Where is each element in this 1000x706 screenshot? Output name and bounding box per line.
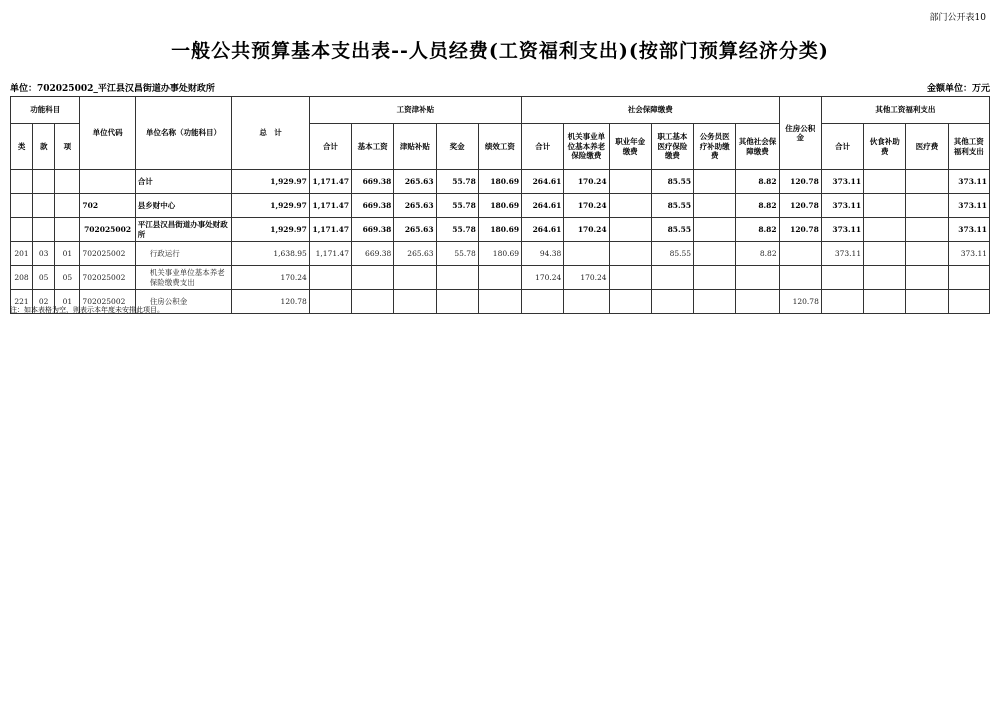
header-social-total: 合计 [522,124,564,170]
cell-other-total [821,290,863,314]
cell-other-total: 373.11 [821,194,863,218]
cell-salary-performance: 180.69 [478,242,521,266]
header-other-welfare: 其他工资福利支出 [948,124,989,170]
cell-social-pension: 170.24 [564,218,609,242]
cell-social-annuity [609,170,651,194]
cell-social-total: 264.61 [522,170,564,194]
table-row-department [11,194,990,218]
cell-social-civil-medical [694,242,736,266]
cell-other-welfare [948,266,989,290]
cell-social-annuity [609,194,651,218]
cell-salary-total: 1,171.47 [309,170,351,194]
header-salary-total: 合计 [309,124,351,170]
cell-salary-basic: 669.38 [352,242,394,266]
cell-salary-performance [478,266,521,290]
cell-social-medical: 85.55 [651,218,693,242]
table-row [11,266,990,290]
cell-total: 120.78 [232,290,309,314]
budget-table [10,96,990,314]
cell-other-meal [864,290,906,314]
cell-total: 1,638.95 [232,242,309,266]
cell-salary-performance [478,290,521,314]
cell-lei [11,218,33,242]
cell-social-pension: 170.24 [564,194,609,218]
cell-total: 1,929.97 [232,170,309,194]
cell-other-welfare: 373.11 [948,242,989,266]
cell-other-welfare: 373.11 [948,194,989,218]
cell-other-medical [906,266,948,290]
cell-xiang [55,170,80,194]
cell-housing [779,266,821,290]
header-lei: 类 [11,124,33,170]
cell-social-other [736,266,779,290]
cell-social-medical [651,290,693,314]
cell-other-meal [864,242,906,266]
cell-social-civil-medical [694,194,736,218]
cell-social-total [522,290,564,314]
cell-salary-allowance [394,290,436,314]
cell-kuan: 03 [33,242,55,266]
cell-other-total: 373.11 [821,218,863,242]
cell-social-total: 264.61 [522,194,564,218]
cell-salary-allowance: 265.63 [394,194,436,218]
cell-social-other [736,290,779,314]
cell-total: 1,929.97 [232,194,309,218]
cell-xiang [55,218,80,242]
cell-housing: 120.78 [779,218,821,242]
cell-social-civil-medical [694,170,736,194]
header-unit-name: 单位名称（功能科目） [135,97,232,170]
cell-lei [11,170,33,194]
header-social-civil-medical: 公务员医疗补助缴费 [694,124,736,170]
cell-social-total: 170.24 [522,266,564,290]
cell-salary-total: 1,171.47 [309,242,351,266]
cell-other-medical [906,170,948,194]
header-unit-code: 单位代码 [80,97,135,170]
cell-code: 702025002 [80,290,135,314]
cell-code: 702025002 [80,266,135,290]
cell-social-civil-medical [694,218,736,242]
header-other-total: 合计 [821,124,863,170]
cell-housing: 120.78 [779,290,821,314]
cell-social-annuity [609,266,651,290]
cell-xiang: 01 [55,290,80,314]
cell-salary-bonus: 55.78 [436,170,478,194]
cell-social-pension: 170.24 [564,170,609,194]
header-salary-performance: 绩效工资 [478,124,521,170]
cell-salary-total: 1,171.47 [309,194,351,218]
cell-social-annuity [609,290,651,314]
cell-social-annuity [609,242,651,266]
table-row [11,242,990,266]
header-social-medical: 职工基本医疗保险缴费 [651,124,693,170]
cell-kuan [33,170,55,194]
page-tag: 部门公开表10 [929,13,986,23]
cell-salary-basic: 669.38 [352,218,394,242]
header-salary-group: 工资津补贴 [309,97,521,124]
cell-other-meal [864,194,906,218]
table-row-unit [11,218,990,242]
header-kuan: 款 [33,124,55,170]
page-title: 一般公共预算基本支出表--人员经费(工资福利支出)(按部门预算经济分类) [171,40,829,62]
cell-other-meal [864,218,906,242]
cell-kuan: 05 [33,266,55,290]
table-row-total [11,170,990,194]
header-salary-bonus: 奖金 [436,124,478,170]
cell-code [80,170,135,194]
cell-kuan: 02 [33,290,55,314]
cell-salary-allowance: 265.63 [394,218,436,242]
cell-social-civil-medical [694,266,736,290]
cell-other-medical [906,218,948,242]
cell-other-total [821,266,863,290]
cell-name: 平江县汉昌街道办事处财政所 [135,218,232,242]
cell-social-annuity [609,218,651,242]
header-total: 总 计 [232,97,309,170]
cell-name: 县乡财中心 [135,194,232,218]
cell-other-total: 373.11 [821,242,863,266]
header-xiang: 项 [55,124,80,170]
cell-salary-basic [352,266,394,290]
header-social-group: 社会保障缴费 [522,97,780,124]
cell-salary-bonus: 55.78 [436,242,478,266]
cell-salary-bonus: 55.78 [436,194,478,218]
cell-xiang [55,194,80,218]
cell-other-medical [906,290,948,314]
header-social-other: 其他社会保障缴费 [736,124,779,170]
cell-other-meal [864,170,906,194]
cell-social-total: 264.61 [522,218,564,242]
header-other-meal: 伙食补助费 [864,124,906,170]
header-housing: 住房公积金 [779,97,821,170]
cell-salary-performance: 180.69 [478,194,521,218]
cell-social-medical [651,266,693,290]
header-salary-allowance: 津贴补贴 [394,124,436,170]
cell-total: 170.24 [232,266,309,290]
cell-other-welfare: 373.11 [948,170,989,194]
cell-total: 1,929.97 [232,218,309,242]
cell-salary-performance: 180.69 [478,218,521,242]
cell-code: 702025002 [80,218,135,242]
header-other-group: 其他工资福利支出 [821,97,989,124]
cell-xiang: 05 [55,266,80,290]
header-social-annuity: 职业年金缴费 [609,124,651,170]
header-social-pension: 机关事业单位基本养老保险缴费 [564,124,609,170]
cell-kuan [33,218,55,242]
cell-name: 机关事业单位基本养老保险缴费支出 [135,266,232,290]
cell-salary-allowance: 265.63 [394,170,436,194]
cell-salary-bonus: 55.78 [436,218,478,242]
cell-lei: 221 [11,290,33,314]
cell-social-total: 94.38 [522,242,564,266]
cell-social-civil-medical [694,290,736,314]
cell-code: 702025002 [80,242,135,266]
header-func-subject: 功能科目 [11,97,80,124]
cell-social-medical: 85.55 [651,242,693,266]
cell-salary-bonus [436,290,478,314]
cell-lei: 208 [11,266,33,290]
cell-other-welfare [948,290,989,314]
cell-salary-basic: 669.38 [352,170,394,194]
cell-other-meal [864,266,906,290]
cell-lei: 201 [11,242,33,266]
cell-social-other: 8.82 [736,170,779,194]
cell-name: 行政运行 [135,242,232,266]
cell-salary-performance: 180.69 [478,170,521,194]
money-unit-label: 金额单位：万元 [926,84,990,94]
cell-name: 住房公积金 [135,290,232,314]
table-note: 注：如本表格为空，则表示本年度未安排此项目。 [10,306,164,314]
cell-social-other: 8.82 [736,194,779,218]
cell-social-other: 8.82 [736,242,779,266]
cell-other-medical [906,194,948,218]
cell-kuan [33,194,55,218]
cell-name: 合计 [135,170,232,194]
header-salary-basic: 基本工资 [352,124,394,170]
cell-other-total: 373.11 [821,170,863,194]
cell-salary-allowance: 265.63 [394,242,436,266]
cell-xiang: 01 [55,242,80,266]
cell-housing: 120.78 [779,170,821,194]
cell-social-medical: 85.55 [651,170,693,194]
unit-label: 单位：702025002_平江县汉昌街道办事处财政所 [10,84,215,94]
cell-social-other: 8.82 [736,218,779,242]
cell-housing: 120.78 [779,194,821,218]
cell-salary-allowance [394,266,436,290]
cell-code: 702 [80,194,135,218]
cell-salary-total [309,266,351,290]
cell-salary-basic [352,290,394,314]
cell-other-medical [906,242,948,266]
cell-housing [779,242,821,266]
cell-salary-total [309,290,351,314]
cell-social-pension [564,242,609,266]
cell-salary-basic: 669.38 [352,194,394,218]
cell-social-pension [564,290,609,314]
cell-salary-bonus [436,266,478,290]
cell-social-medical: 85.55 [651,194,693,218]
header-other-medical: 医疗费 [906,124,948,170]
cell-salary-total: 1,171.47 [309,218,351,242]
cell-other-welfare: 373.11 [948,218,989,242]
cell-social-pension: 170.24 [564,266,609,290]
cell-lei [11,194,33,218]
